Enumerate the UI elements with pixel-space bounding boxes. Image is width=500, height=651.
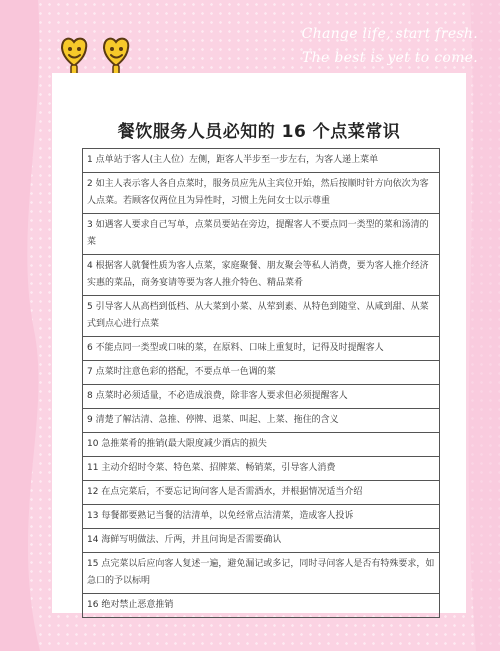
table-row [83,505,440,529]
table-cell: 5 引导客人从高档到低档、从大菜到小菜、从荤到素、从特色到随堂、从咸到甜、从菜式到点心进行点菜 [83,296,440,337]
table-cell: 9 清楚了解沽清、急推、停牌、退菜、叫起、上菜、拖住的含义 [83,409,440,433]
table-cell: 1 点单站于客人(主人位）左侧，距客人半步至一步左右，为客人递上菜单 [83,149,440,173]
table-cell: 11 主动介绍时令菜、特色菜、招牌菜、畅销菜，引导客人消费 [83,457,440,481]
smiley-face-icon [62,39,86,75]
table-row [83,481,440,505]
document-card [52,73,466,613]
table-row [83,255,440,296]
table-row [83,214,440,255]
table-row [83,529,440,553]
table-row [83,433,440,457]
table-row [83,149,440,173]
document-title: 餐饮服务人员必知的 16 个点菜常识 [117,122,401,142]
table-row [83,385,440,409]
table-row [83,296,440,337]
table-cell: 4 根据客人就餐性质为客人点菜，家庭聚餐、朋友聚会等私人消费，要为客人推介经济实惠的菜品，商务宴请等要为客人推介特色、精品菜肴 [83,255,440,296]
table-cell: 15 点完菜以后应向客人复述一遍，避免漏记或多记，同时寻问客人是否有特殊要求，如急口的予以标明 [83,553,440,594]
table-cell: 10 急推菜肴的推销(最大限度减少酒店的损失 [83,433,440,457]
table-cell: 7 点菜时注意色彩的搭配，不要点单一色调的菜 [83,361,440,385]
table-row [83,594,440,618]
emoji-decoration [58,34,148,76]
table-row [83,409,440,433]
table-cell: 3 如遇客人要求自己写单，点菜员要站在旁边，提醒客人不要点同一类型的菜和汤清的菜 [83,214,440,255]
tips-table [82,148,440,618]
table-cell: 16 绝对禁止恶意推销 [83,594,440,618]
table-cell: 6 不能点同一类型或口味的菜，在原料、口味上重复时，记得及时提醒客人 [83,337,440,361]
table-cell: 12 在点完菜后，不要忘记询问客人是否需酒水，并根据情况适当介绍 [83,481,440,505]
table-cell: 13 每餐都要熟记当餐的沽清单，以免经常点沽清菜，造成客人投诉 [83,505,440,529]
table-cell: 14 海鲜写明做法、斤两，并且问询是否需要确认 [83,529,440,553]
table-row [83,361,440,385]
tagline-line-1: Change life, start fresh. [301,26,478,42]
table-row [83,457,440,481]
tagline-line-2: The best is yet to come. [302,50,478,66]
table-row [83,337,440,361]
table-cell: 2 如主人表示客人各自点菜时，服务员应先从主宾位开始，然后按顺时针方向依次为客人点菜。若顾客仅两位且为异性时，习惯上先问女士以示尊重 [83,173,440,214]
table-cell: 8 点菜时必须适量，不必造成浪费，除非客人要求但必须提醒客人 [83,385,440,409]
table-row [83,553,440,594]
smiley-face-icon [104,39,128,75]
table-row [83,173,440,214]
tagline [268,22,478,70]
